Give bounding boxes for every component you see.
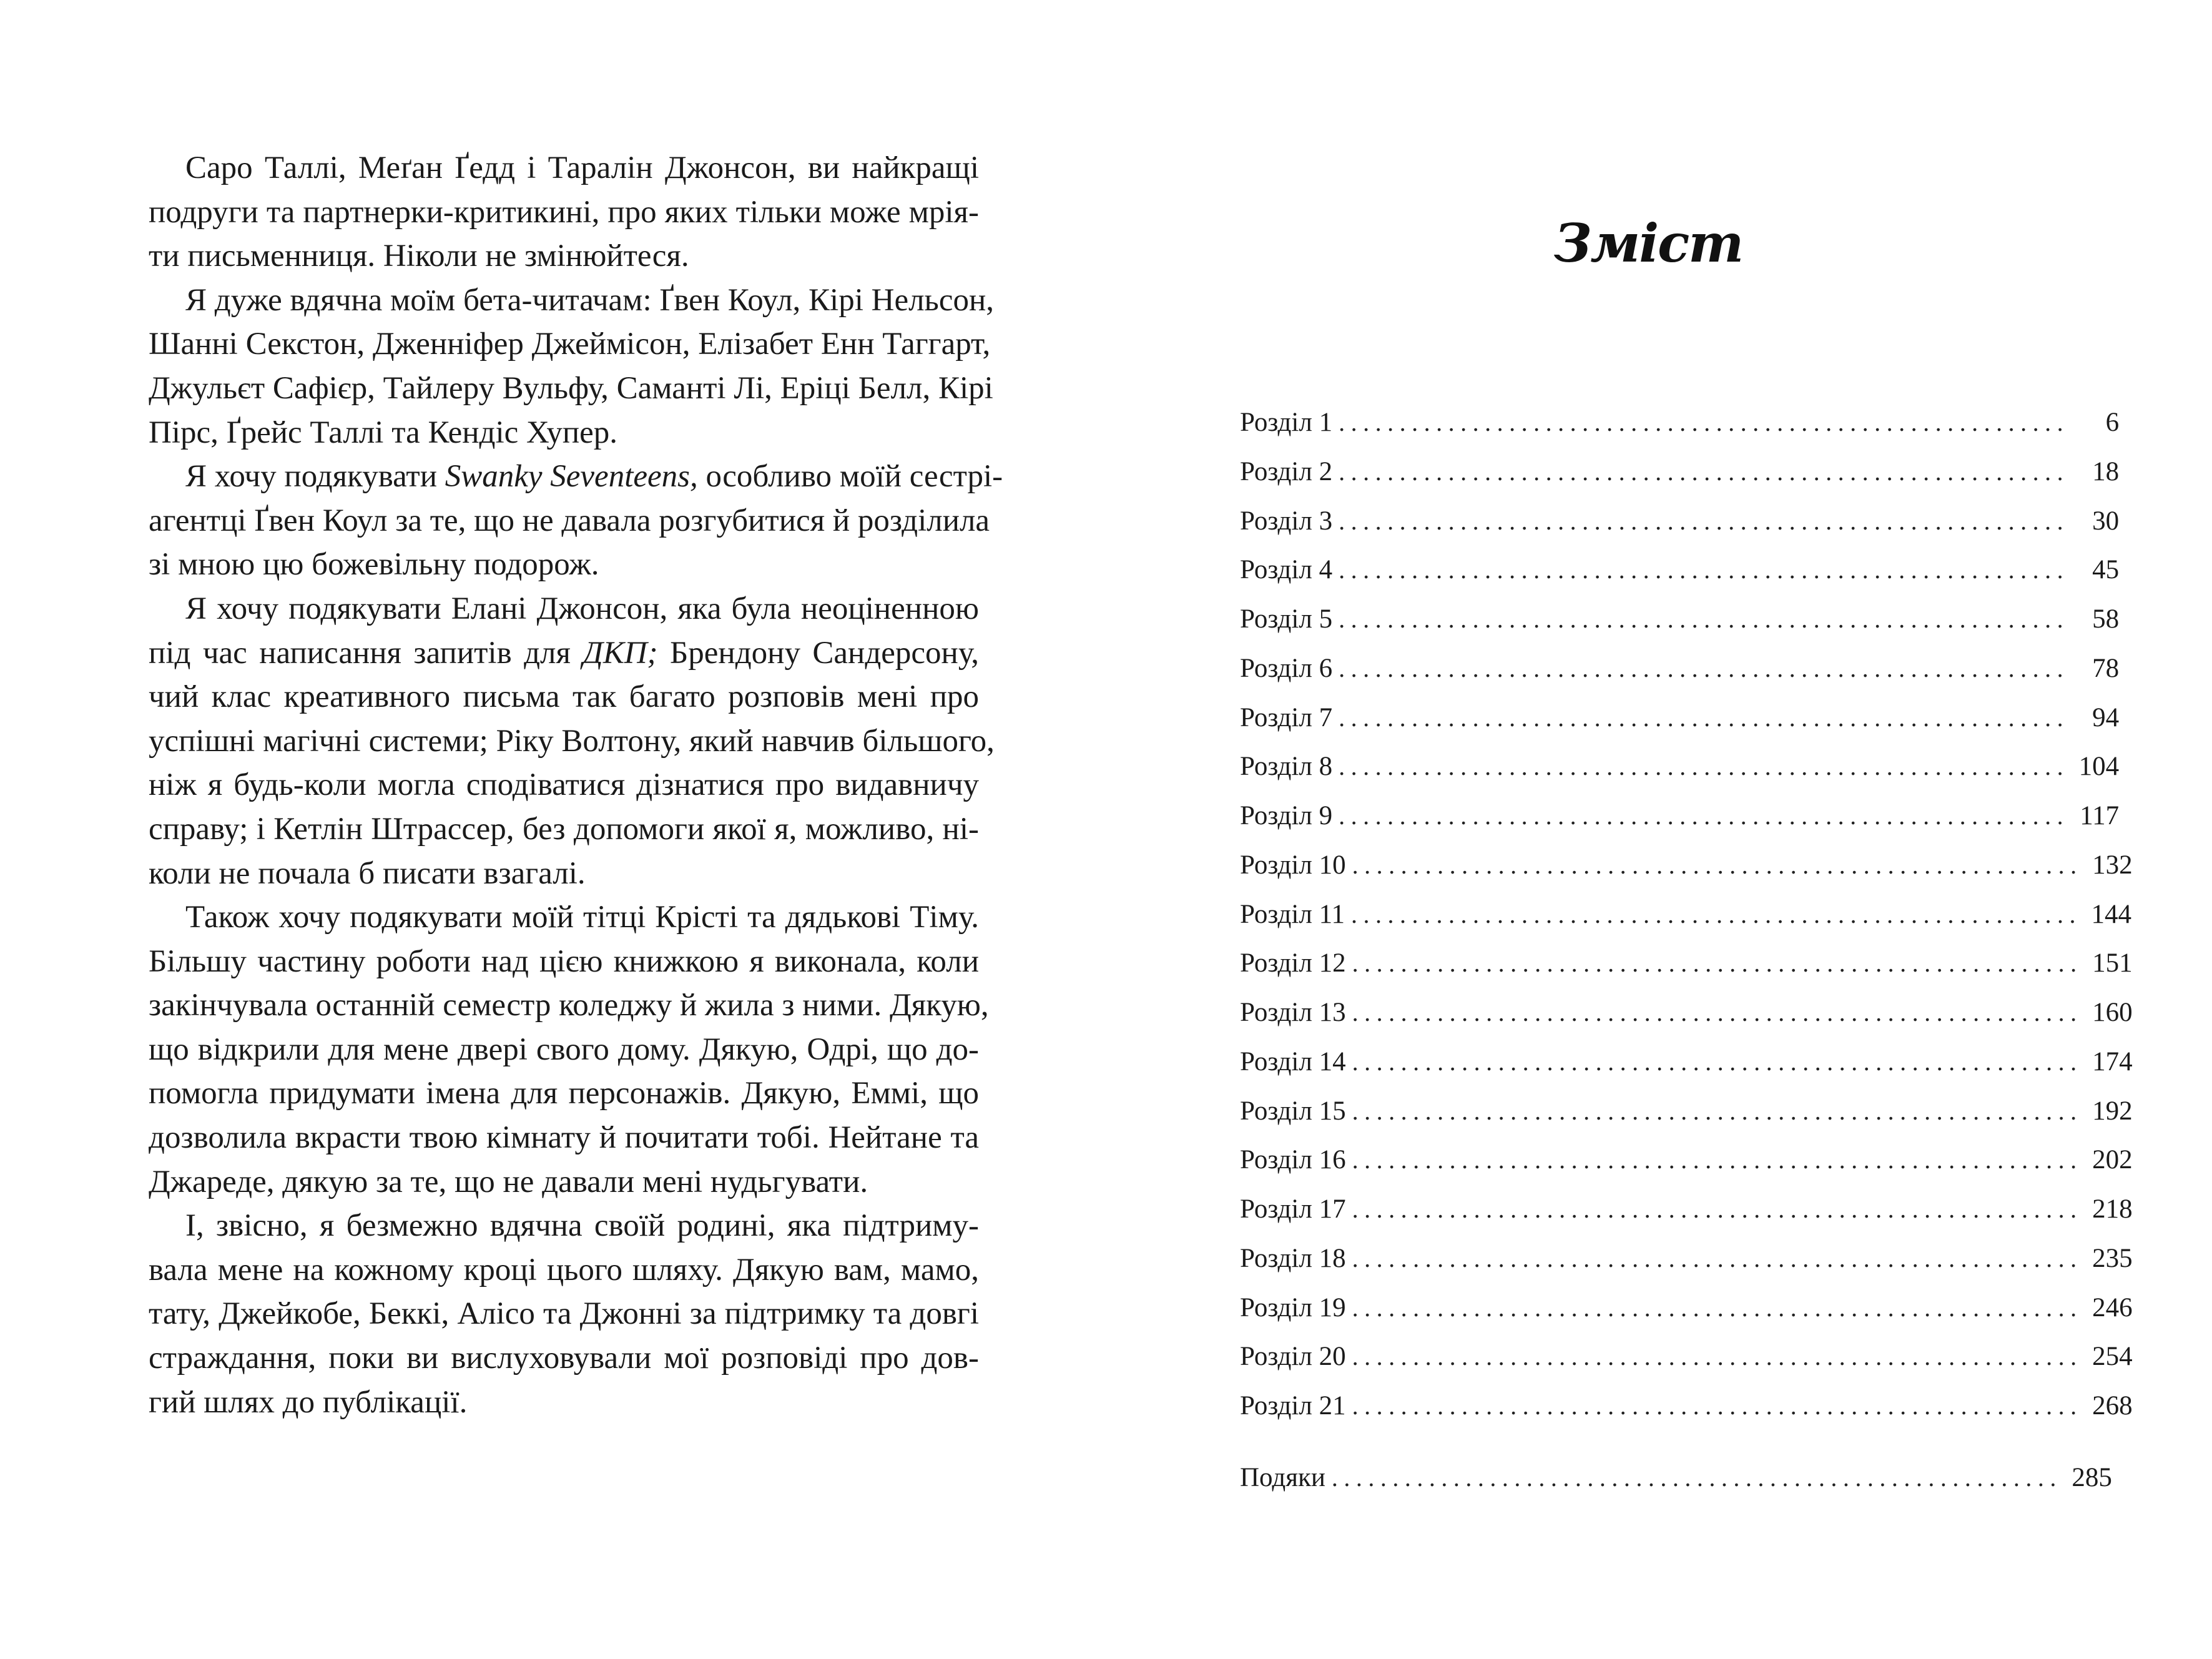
toc-entry[interactable] (1240, 742, 2120, 792)
italic-text: Swanky Seventeens, (445, 459, 698, 495)
toc-entry-page-number: 45 (2092, 555, 2120, 585)
toc-dot-leader: ............................................................ (1339, 752, 2070, 781)
toc-dot-leader: ............................................................ (1351, 900, 2082, 928)
toc-dot-leader: ............................................................ (1339, 506, 2070, 535)
toc-entry-label: Розділ 19 (1240, 1292, 1346, 1322)
text-run: справу; і Кетлін Штрассер, без допомоги якої я, можливо, ні- (149, 811, 979, 847)
text-line (149, 190, 979, 235)
toc-entry[interactable] (1240, 1454, 2112, 1503)
text-line (149, 455, 1003, 499)
toc-entry[interactable] (1240, 1332, 2133, 1382)
text-line (149, 322, 991, 367)
toc-entry-page-number: 117 (2080, 801, 2120, 830)
toc-entry-label: Розділ 4 (1240, 555, 1333, 585)
text-run: під час написання запитів для (149, 635, 583, 671)
text-line (149, 763, 979, 807)
text-line (149, 1071, 979, 1116)
toc-entry-label: Розділ 18 (1240, 1243, 1346, 1273)
toc-entry[interactable] (1240, 644, 2120, 694)
toc-dot-leader: ............................................................ (1339, 457, 2070, 486)
text-run: подруги та партнерки-критикині, про яких тільки може мрія- (149, 194, 979, 230)
toc-dot-leader: ............................................................ (1339, 605, 2070, 633)
toc-entry-page-number: 104 (2078, 752, 2120, 782)
paragraph (149, 1204, 979, 1424)
toc-entry-page-number: 268 (2092, 1391, 2133, 1420)
toc-entry-label: Розділ 17 (1240, 1194, 1346, 1224)
toc-entry-label: Розділ 5 (1240, 604, 1333, 634)
toc-entry[interactable] (1240, 1038, 2133, 1087)
text-run: вала мене на кожному кроці цього шляху. Дякую вам, мамо, (149, 1252, 979, 1287)
toc-entry[interactable] (1240, 1382, 2133, 1431)
text-line (149, 367, 993, 411)
text-line (149, 1381, 979, 1425)
text-line (149, 1028, 979, 1072)
text-line (149, 1248, 979, 1292)
toc-dot-leader: ............................................................ (1352, 1146, 2083, 1174)
toc-dot-leader: ............................................................ (1352, 949, 2083, 978)
toc-entry-page-number: 160 (2092, 998, 2133, 1027)
text-line (149, 234, 979, 278)
text-run: страждання, поки ви вислуховували мої розповіді про дов- (149, 1341, 979, 1376)
toc-dot-leader: ............................................................ (1352, 1244, 2083, 1273)
text-run: Саро Таллі, Меґан Ґедд і Таралін Джонсон, ви найкращі (185, 150, 979, 185)
text-run: зі мною цю божевільну подорож. (149, 547, 599, 583)
text-run: дозволила вкрасти твою кімнату й почитати тобі. Нейтане та (149, 1120, 979, 1156)
toc-entry[interactable] (1240, 1136, 2133, 1185)
text-line (149, 499, 990, 543)
text-run: Брендону Сандерсону, (657, 635, 979, 671)
text-run: особливо моїй сестрі- (697, 459, 1003, 495)
toc-entry-page-number: 30 (2092, 506, 2120, 536)
toc-dot-leader: ............................................................ (1339, 654, 2070, 682)
toc-entry[interactable] (1240, 497, 2120, 546)
text-run: що відкрили для мене двері свого дому. Дякую, Одрі, що до- (149, 1031, 979, 1067)
text-run: Також хочу подякувати моїй тітці Крісті та дядькові Тіму. (185, 900, 979, 935)
toc-dot-leader: ............................................................ (1339, 556, 2070, 584)
toc-entry-page-number: 151 (2092, 948, 2133, 978)
toc-dot-leader: ............................................................ (1352, 1392, 2083, 1420)
text-run: Шанні Секстон, Дженніфер Джеймісон, Елізабет Енн Таггарт, (149, 327, 991, 362)
toc-entry[interactable] (1240, 1185, 2133, 1234)
text-line (149, 675, 979, 719)
toc-entry-page-number: 174 (2092, 1046, 2133, 1076)
text-run: агентці Ґвен Коул за те, що не давала розгубитися й розділила (149, 503, 990, 538)
toc-entry-label: Розділ 15 (1240, 1096, 1346, 1126)
text-line (149, 895, 979, 940)
text-line (149, 852, 979, 896)
toc-entry-page-number: 218 (2092, 1194, 2133, 1224)
text-run: ти письменниця. Ніколи не змінюйтеся. (149, 239, 689, 274)
toc-entry-page-number: 192 (2092, 1096, 2133, 1126)
text-line (149, 719, 995, 764)
text-line (149, 940, 979, 984)
paragraph (149, 895, 989, 1204)
text-line (149, 1116, 979, 1160)
toc-entry-page-number: 246 (2092, 1292, 2133, 1322)
toc-entry[interactable] (1240, 841, 2133, 890)
text-line (149, 807, 979, 852)
toc-entry[interactable] (1240, 939, 2133, 988)
toc-entry-label: Розділ 2 (1240, 456, 1333, 486)
italic-text: ДКП; (582, 635, 658, 671)
table-of-contents (1240, 398, 2133, 1503)
toc-title: Зміст (1553, 212, 1743, 274)
toc-entry-label: Подяки (1240, 1462, 1325, 1492)
toc-entry[interactable] (1240, 595, 2120, 644)
toc-entry[interactable] (1240, 546, 2120, 595)
text-run: гий шлях до публікації. (149, 1384, 468, 1420)
text-run: І, звісно, я безмежно вдячна своїй родині, яка підтриму- (185, 1208, 979, 1244)
toc-entry[interactable] (1240, 398, 2120, 448)
text-line (149, 411, 979, 455)
text-run: Пірс, Ґрейс Таллі та Кендіс Хупер. (149, 415, 618, 450)
toc-entry-label: Розділ 12 (1240, 948, 1346, 978)
toc-entry-label: Розділ 13 (1240, 998, 1346, 1027)
toc-dot-leader: ............................................................ (1352, 1195, 2083, 1223)
toc-dot-leader: ............................................................ (1331, 1463, 2062, 1492)
text-run: Я хочу подякувати Елані Джонсон, яка була неоціненною (185, 591, 979, 626)
toc-entry-label: Розділ 8 (1240, 752, 1333, 782)
toc-entry-label: Розділ 21 (1240, 1391, 1346, 1420)
toc-entry-page-number: 6 (2105, 408, 2120, 437)
text-run: помогла придумати імена для персонажів. Дякую, Еммі, що (149, 1076, 979, 1111)
toc-entry-label: Розділ 3 (1240, 506, 1333, 536)
toc-dot-leader: ............................................................ (1339, 408, 2070, 436)
text-line (149, 543, 979, 587)
text-run: чий клас креативного письма так багато розповів мені про (149, 679, 979, 715)
text-line (149, 587, 979, 631)
toc-entry[interactable] (1240, 448, 2120, 497)
paragraph (149, 587, 995, 895)
text-run: тату, Джейкобе, Беккі, Алісо та Джонні за підтримку та довгі (149, 1296, 979, 1332)
toc-entry[interactable] (1240, 1234, 2133, 1284)
toc-entry-page-number: 132 (2092, 850, 2133, 880)
toc-entry-label: Розділ 6 (1240, 653, 1333, 683)
toc-entry[interactable] (1240, 1087, 2133, 1136)
text-run: Я дуже вдячна моїм бета-читачам: Ґвен Коул, Кірі Нельсон, (185, 282, 994, 318)
toc-entry[interactable] (1240, 792, 2120, 841)
text-run: ніж я будь-коли могла сподіватися дізнатися про видавничу (149, 767, 979, 803)
text-run: коли не почала б писати взагалі. (149, 855, 586, 891)
toc-entry-label: Розділ 9 (1240, 801, 1333, 830)
paragraph (149, 455, 1003, 587)
text-run: закінчувала останній семестр коледжу й жила з ними. Дякую, (149, 988, 989, 1023)
text-line (149, 1204, 979, 1248)
toc-dot-leader: ............................................................ (1352, 998, 2083, 1026)
toc-entry-page-number: 94 (2092, 702, 2120, 732)
toc-dot-leader: ............................................................ (1352, 1096, 2083, 1125)
toc-dot-leader: ............................................................ (1352, 1293, 2083, 1322)
toc-entry-label: Розділ 16 (1240, 1145, 1346, 1175)
toc-dot-leader: ............................................................ (1352, 850, 2083, 879)
toc-entry[interactable] (1240, 694, 2120, 743)
text-run: Джульєт Сафієр, Тайлеру Вульфу, Саманті Лі, Еріці Белл, Кірі (149, 370, 993, 406)
toc-entry-label: Розділ 20 (1240, 1342, 1346, 1372)
toc-entry-page-number: 202 (2092, 1145, 2133, 1175)
toc-entry-label: Розділ 14 (1240, 1046, 1346, 1076)
paragraph (149, 278, 994, 455)
toc-dot-leader: ............................................................ (1352, 1342, 2083, 1371)
toc-entry-label: Розділ 7 (1240, 702, 1333, 732)
toc-dot-leader: ............................................................ (1352, 1047, 2083, 1076)
toc-entry-page-number: 285 (2072, 1462, 2112, 1492)
toc-dot-leader: ............................................................ (1339, 703, 2070, 732)
toc-entry[interactable] (1240, 890, 2131, 940)
toc-entry-page-number: 235 (2092, 1243, 2133, 1273)
toc-entry-page-number: 18 (2092, 456, 2120, 486)
toc-entry-label: Розділ 11 (1240, 899, 1345, 929)
text-line (149, 1160, 979, 1204)
text-line (149, 1336, 979, 1381)
acknowledgements-text (149, 146, 1003, 1424)
text-run: Джареде, дякую за те, що не давали мені нудьгувати. (149, 1164, 868, 1199)
paragraph (149, 146, 979, 278)
text-run: Я хочу подякувати (185, 459, 445, 495)
toc-entry-page-number: 144 (2091, 899, 2131, 929)
toc-dot-leader: ............................................................ (1339, 802, 2070, 830)
toc-entry-label: Розділ 1 (1240, 408, 1333, 437)
text-run: Більшу частину роботи над цією книжкою я виконала, коли (149, 943, 979, 979)
toc-entry-page-number: 58 (2092, 604, 2120, 634)
toc-entry-page-number: 254 (2092, 1342, 2133, 1372)
toc-entry-page-number: 78 (2092, 653, 2120, 683)
toc-entry-label: Розділ 10 (1240, 850, 1346, 880)
text-line (149, 1292, 979, 1336)
text-line (149, 278, 994, 323)
toc-entry[interactable] (1240, 988, 2133, 1038)
text-line (149, 146, 979, 190)
text-line (149, 983, 989, 1028)
text-line (149, 631, 979, 676)
toc-entry[interactable] (1240, 1284, 2133, 1333)
text-run: успішні магічні системи; Ріку Волтону, який навчив більшого, (149, 723, 995, 759)
